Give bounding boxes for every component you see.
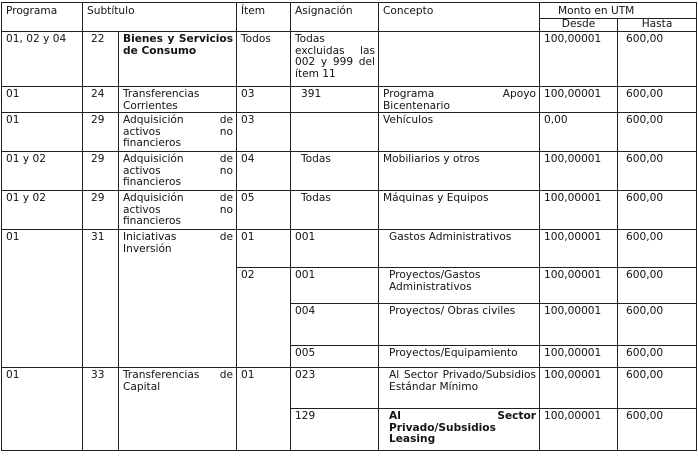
desde-cell: 100,00001	[540, 304, 618, 346]
concepto-cell: Vehículos	[379, 113, 540, 152]
asignacion-cell: 005	[291, 346, 379, 368]
subtitulo-name-cell: Iniciativas de Inversión	[119, 230, 237, 368]
hasta-cell: 600,00	[618, 152, 697, 191]
concepto-cell: Proyectos/Equipamiento	[379, 346, 540, 368]
table-row	[2, 87, 697, 113]
subtitulo-number-cell: 22	[83, 32, 119, 87]
hasta-cell: 600,00	[618, 191, 697, 230]
subtitulo-name-cell: Bienes y Servicios de Consumo	[119, 32, 237, 87]
hasta-cell: 600,00	[618, 32, 697, 87]
asignacion-cell: 129	[291, 409, 379, 451]
desde-cell: 100,00001	[540, 152, 618, 191]
item-cell: 02	[237, 268, 291, 368]
desde-cell: 100,00001	[540, 191, 618, 230]
asignacion-cell: 004	[291, 304, 379, 346]
table-row	[2, 230, 697, 268]
programa-cell: 01	[2, 113, 83, 152]
item-cell: 04	[237, 152, 291, 191]
item-cell: 01	[237, 368, 291, 451]
header-concepto: Concepto	[379, 3, 540, 32]
programa-cell: 01 y 02	[2, 191, 83, 230]
header-hasta: Hasta	[618, 19, 697, 32]
desde-cell: 100,00001	[540, 230, 618, 268]
subtitulo-number-cell: 29	[83, 191, 119, 230]
document-page	[1, 2, 697, 451]
desde-cell: 0,00	[540, 113, 618, 152]
subtitulo-number-cell: 33	[83, 368, 119, 451]
hasta-cell: 600,00	[618, 230, 697, 268]
programa-cell: 01 y 02	[2, 152, 83, 191]
hasta-cell: 600,00	[618, 87, 697, 113]
hasta-cell: 600,00	[618, 268, 697, 304]
budget-table	[1, 2, 697, 451]
item-cell: 01	[237, 230, 291, 268]
item-cell: 03	[237, 87, 291, 113]
subtitulo-name-cell: Adquisición de activos no financieros	[119, 113, 237, 152]
header-programa: Programa	[2, 3, 83, 32]
subtitulo-name-cell: Adquisición de activos no financieros	[119, 191, 237, 230]
hasta-cell: 600,00	[618, 409, 697, 451]
desde-cell: 100,00001	[540, 268, 618, 304]
asignacion-cell: 001	[291, 230, 379, 268]
table-row	[2, 32, 697, 87]
asignacion-cell: Todas	[291, 152, 379, 191]
subtitulo-number-cell: 24	[83, 87, 119, 113]
header-desde: Desde	[540, 19, 618, 32]
table-row	[2, 113, 697, 152]
asignacion-cell: 023	[291, 368, 379, 409]
item-cell: 05	[237, 191, 291, 230]
header-asignacion: Asignación	[291, 3, 379, 32]
asignacion-cell: 391	[291, 87, 379, 113]
header-row	[2, 3, 697, 19]
hasta-cell: 600,00	[618, 346, 697, 368]
subtitulo-name-cell: Transferencias de Capital	[119, 368, 237, 451]
asignacion-cell: Todas	[291, 191, 379, 230]
concepto-cell: Al Sector Privado/Subsidios Estándar Mínimo	[379, 368, 540, 409]
item-cell: 03	[237, 113, 291, 152]
concepto-cell: Máquinas y Equipos	[379, 191, 540, 230]
concepto-cell	[379, 32, 540, 87]
subtitulo-name-cell: Transferencias Corrientes	[119, 87, 237, 113]
header-monto-utm: Monto en UTM	[540, 3, 697, 19]
concepto-cell: Gastos Administrativos	[379, 230, 540, 268]
table-row	[2, 368, 697, 409]
table-row	[2, 191, 697, 230]
asignacion-cell	[291, 113, 379, 152]
subtitulo-number-cell: 31	[83, 230, 119, 368]
programa-cell: 01	[2, 87, 83, 113]
asignacion-cell: Todas excluidas las 002 y 999 del ítem 11	[291, 32, 379, 87]
desde-cell: 100,00001	[540, 346, 618, 368]
hasta-cell: 600,00	[618, 368, 697, 409]
asignacion-cell: 001	[291, 268, 379, 304]
desde-cell: 100,00001	[540, 32, 618, 87]
hasta-cell: 600,00	[618, 113, 697, 152]
desde-cell: 100,00001	[540, 409, 618, 451]
item-cell: Todos	[237, 32, 291, 87]
header-subtitulo: Subtítulo	[83, 3, 237, 32]
concepto-cell: Mobiliarios y otros	[379, 152, 540, 191]
hasta-cell: 600,00	[618, 304, 697, 346]
programa-cell: 01, 02 y 04	[2, 32, 83, 87]
programa-cell: 01	[2, 368, 83, 451]
subtitulo-number-cell: 29	[83, 152, 119, 191]
subtitulo-name-cell: Adquisición de activos no financieros	[119, 152, 237, 191]
desde-cell: 100,00001	[540, 368, 618, 409]
concepto-cell: Programa Apoyo Bicentenario	[379, 87, 540, 113]
header-item: Ítem	[237, 3, 291, 32]
subtitulo-number-cell: 29	[83, 113, 119, 152]
table-row	[2, 152, 697, 191]
concepto-cell: Proyectos/ Obras civiles	[379, 304, 540, 346]
concepto-cell: Proyectos/Gastos Administrativos	[379, 268, 540, 304]
programa-cell: 01	[2, 230, 83, 368]
concepto-cell: Al Sector Privado/Subsidios Leasing	[379, 409, 540, 451]
desde-cell: 100,00001	[540, 87, 618, 113]
